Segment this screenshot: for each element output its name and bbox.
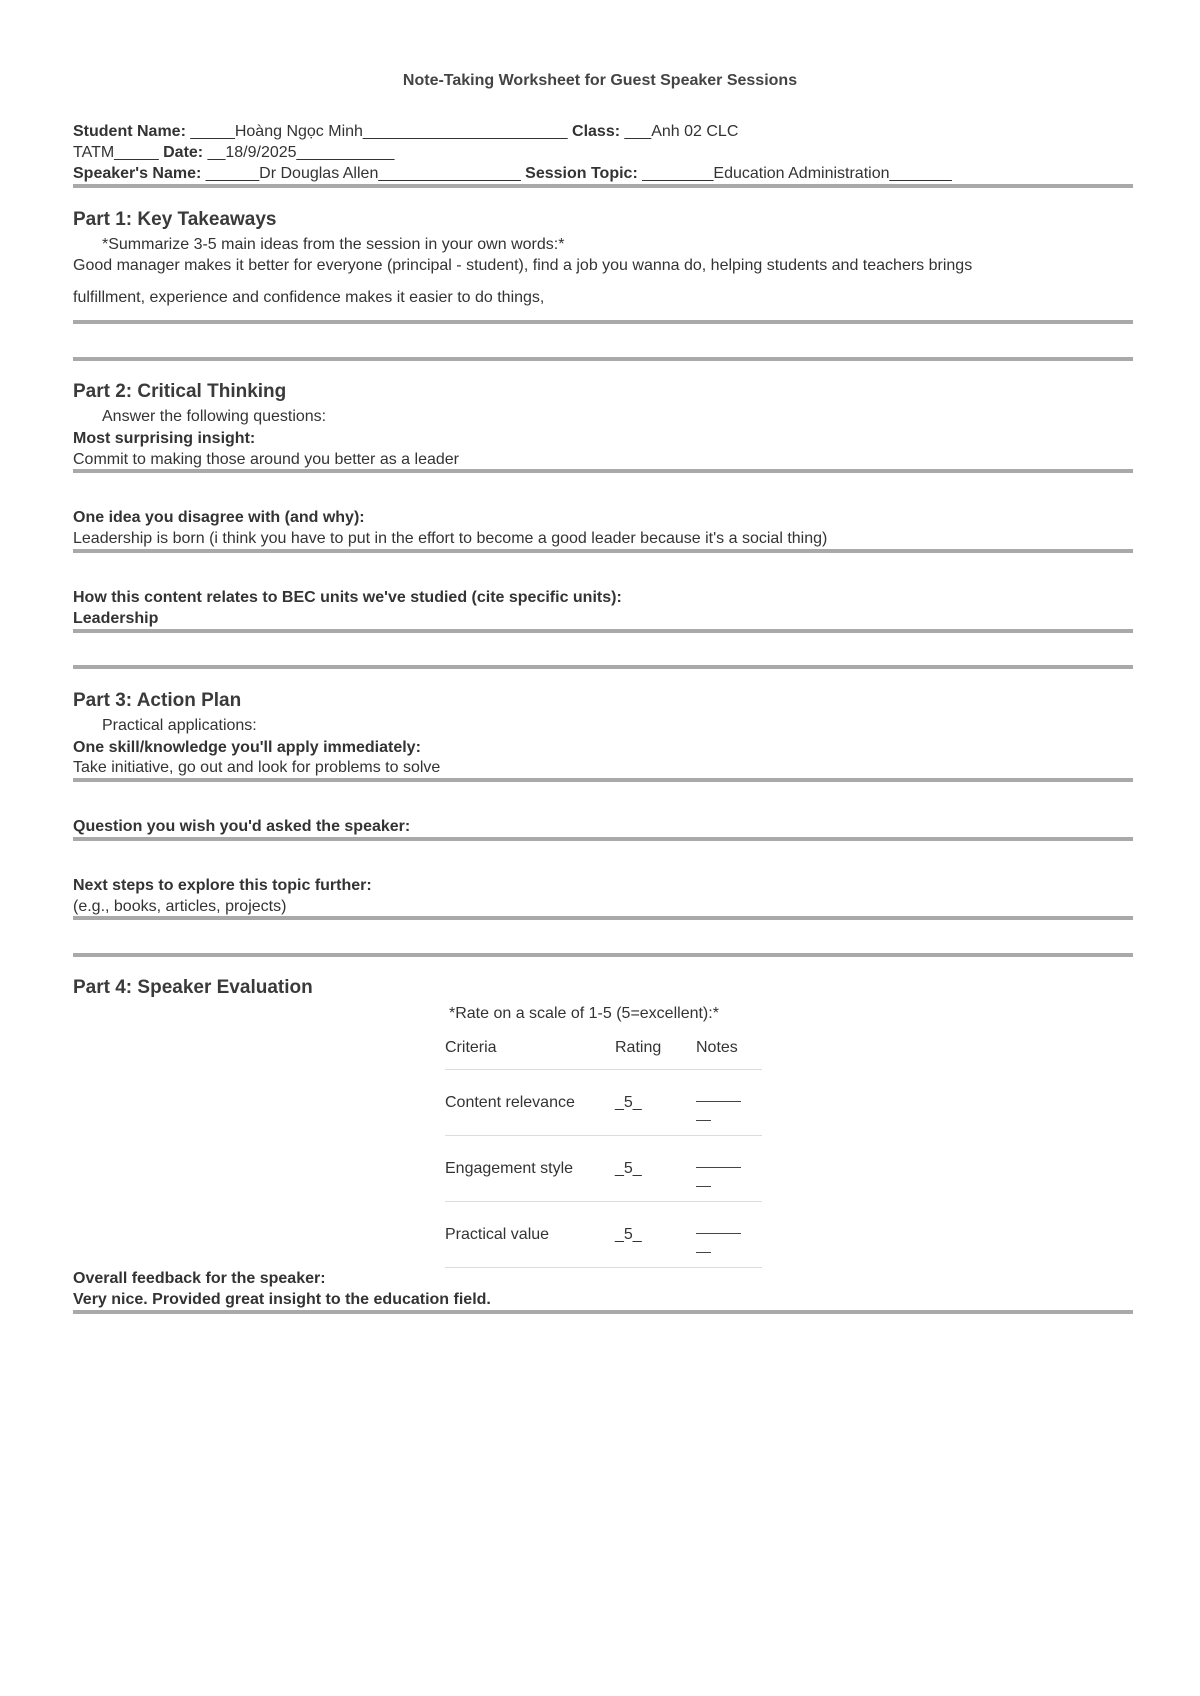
divider [73, 837, 1133, 841]
table-row-divider [445, 1135, 762, 1136]
student-name-label: Student Name: [73, 123, 186, 140]
criteria-engagement-style: Engagement style [445, 1160, 574, 1177]
table-row-divider [445, 1267, 762, 1268]
session-topic-label: Session Topic: [525, 165, 638, 182]
part1-instruction: *Summarize 3-5 main ideas from the session in your own words:* [102, 236, 565, 253]
tatm-value: TATM_____ [73, 144, 164, 161]
overall-feedback-label: Overall feedback for the speaker: [73, 1270, 326, 1287]
divider [73, 665, 1133, 669]
notes-column-header: Notes [696, 1039, 738, 1056]
date-label: Date: [163, 144, 204, 161]
overall-feedback-answer: Very nice. Provided great insight to the education field. [73, 1291, 491, 1308]
page-title: Note-Taking Worksheet for Guest Speaker Sessions [402, 72, 798, 89]
bec-units-answer: Leadership [73, 610, 159, 627]
part1-heading: Part 1: Key Takeaways [73, 209, 277, 230]
part3-instruction: Practical applications: [102, 717, 257, 734]
rating-engagement-style: _5_ [615, 1160, 642, 1177]
divider [73, 916, 1133, 920]
part2-instruction: Answer the following questions: [102, 408, 327, 425]
disagree-label: One idea you disagree with (and why): [73, 509, 365, 526]
session-topic-value: ________Education Administration_______ [637, 165, 952, 182]
rating-column-header: Rating [615, 1039, 662, 1056]
divider [73, 1310, 1133, 1314]
class-value: ___Anh 02 CLC [620, 123, 739, 140]
divider [73, 357, 1133, 361]
student-name-value: _____Hoàng Ngọc Minh_______________________ [185, 123, 573, 140]
rating-practical-value: _5_ [615, 1226, 642, 1243]
surprising-insight-label: Most surprising insight: [73, 430, 256, 447]
table-header-divider [445, 1069, 762, 1070]
rating-scale-note: *Rate on a scale of 1-5 (5=excellent):* [449, 1005, 719, 1022]
notes-blank [696, 1158, 744, 1188]
criteria-content-relevance: Content relevance [445, 1094, 575, 1111]
part1-answer-line1: Good manager makes it better for everyone (principal - student), find a job you wanna do, helping students and teachers brings [73, 257, 973, 274]
criteria-column-header: Criteria [445, 1039, 497, 1056]
notes-blank [696, 1092, 744, 1122]
part2-heading: Part 2: Critical Thinking [73, 381, 287, 402]
speaker-line [73, 163, 952, 184]
disagree-answer: Leadership is born (i think you have to put in the effort to become a good leader because it's a social thing) [73, 530, 828, 547]
rating-content-relevance: _5_ [615, 1094, 642, 1111]
divider [73, 184, 1133, 188]
bec-units-label: How this content relates to BEC units we've studied (cite specific units): [73, 589, 622, 606]
date-line [73, 142, 394, 163]
apply-skill-label: One skill/knowledge you'll apply immediately: [73, 739, 421, 756]
divider [73, 469, 1133, 473]
student-info-line [73, 121, 738, 142]
part1-answer-line2: fulfillment, experience and confidence makes it easier to do things, [73, 289, 545, 306]
table-row-divider [445, 1201, 762, 1202]
part4-heading: Part 4: Speaker Evaluation [73, 977, 313, 998]
part3-heading: Part 3: Action Plan [73, 690, 242, 711]
divider [73, 320, 1133, 324]
notes-blank [696, 1224, 744, 1254]
next-steps-label: Next steps to explore this topic further: [73, 877, 372, 894]
divider [73, 778, 1133, 782]
apply-skill-answer: Take initiative, go out and look for problems to solve [73, 759, 441, 776]
divider [73, 953, 1133, 957]
speaker-name-value: ______Dr Douglas Allen________________ [201, 165, 526, 182]
date-value: __18/9/2025___________ [203, 144, 395, 161]
speaker-name-label: Speaker's Name: [73, 165, 202, 182]
criteria-practical-value: Practical value [445, 1226, 550, 1243]
divider [73, 549, 1133, 553]
surprising-insight-answer: Commit to making those around you better as a leader [73, 451, 459, 468]
next-steps-hint: (e.g., books, articles, projects) [73, 898, 287, 915]
class-label: Class: [572, 123, 621, 140]
question-for-speaker-label: Question you wish you'd asked the speaker: [73, 818, 411, 835]
divider [73, 629, 1133, 633]
